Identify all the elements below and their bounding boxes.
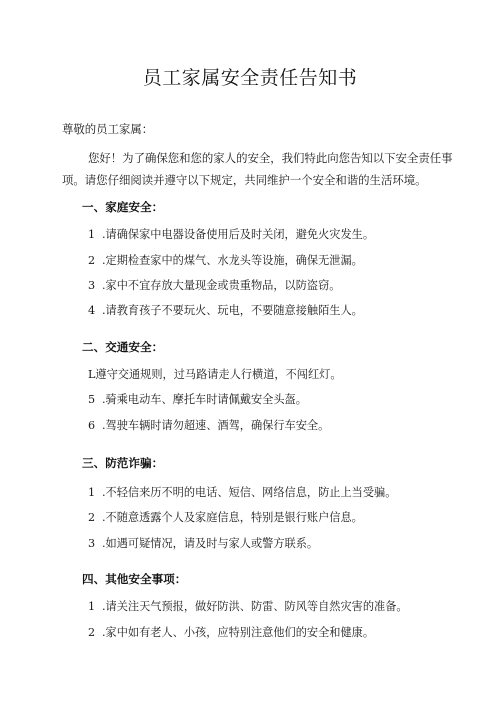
item-number: 1: [88, 486, 96, 499]
item-text: .驾驶车辆时请勿超速、酒驾，确保行车安全。: [102, 419, 330, 432]
item-number: 5: [88, 393, 96, 406]
item-text: .请教育孩子不要玩火、玩电，不要随意接触陌生人。: [102, 304, 363, 317]
item-number: 3: [88, 279, 96, 292]
item-text: .家中不宜存放大量现金或贵重物品，以防盗窃。: [102, 279, 341, 292]
list-item: [88, 485, 396, 501]
item-text: .不随意透露个人及家庭信息，特别是银行账户信息。: [102, 511, 363, 524]
list-item: [88, 625, 374, 641]
intro-paragraph-line-1: 您好！为了确保您和您的家人的安全，我们特此向您告知以下安全责任事: [88, 151, 453, 165]
list-item: [88, 536, 318, 552]
list-item: [88, 253, 363, 269]
item-number: 6: [88, 419, 96, 432]
list-item: [88, 367, 342, 383]
item-text: .不轻信来历不明的电话、短信、网络信息，防止上当受骗。: [102, 486, 397, 499]
item-text: .请确保家中电器设备使用后及时关闭，避免火灾发生。: [102, 228, 375, 241]
list-item: [88, 510, 363, 526]
item-number: 4: [88, 304, 96, 317]
list-item: [88, 278, 341, 294]
intro-paragraph-line-2: 项。请您仔细阅读并遵守以下规定，共同维护一个安全和谐的生活环境。: [62, 173, 427, 187]
item-number: 2: [88, 511, 96, 524]
list-item: [88, 418, 329, 434]
document-title: 员工家属安全责任告知书: [142, 67, 358, 89]
list-item: [88, 599, 408, 615]
section-heading-traffic-safety: 二、交通安全：: [82, 340, 164, 354]
list-item: [88, 303, 363, 319]
item-number: 2: [88, 626, 96, 639]
salutation: 尊敬的员工家属：: [62, 122, 154, 136]
section-heading-other-safety: 四、其他安全事项：: [82, 572, 187, 586]
item-number: 1: [88, 228, 96, 241]
section-heading-home-safety: 一、家庭安全：: [82, 200, 164, 214]
item-text: .骑乘电动车、摩托车时请佩戴安全头盔。: [102, 393, 307, 406]
item-text: .如遇可疑情况，请及时与家人或警方联系。: [102, 537, 319, 550]
list-item: [88, 392, 307, 408]
item-text: .家中如有老人、小孩，应特别注意他们的安全和健康。: [102, 626, 375, 639]
item-text: .请关注天气预报，做好防洪、防雷、防风等自然灾害的准备。: [102, 600, 408, 613]
item-text: L遵守交通规则，过马路请走人行横道，不闯红灯。: [88, 368, 342, 381]
item-number: 3: [88, 537, 96, 550]
list-item: [88, 227, 374, 243]
item-number: 1: [88, 600, 96, 613]
section-heading-fraud-prevention: 三、防范诈骗：: [82, 456, 164, 470]
item-number: 2: [88, 254, 96, 267]
item-text: .定期检查家中的煤气、水龙头等设施，确保无泄漏。: [102, 254, 363, 267]
